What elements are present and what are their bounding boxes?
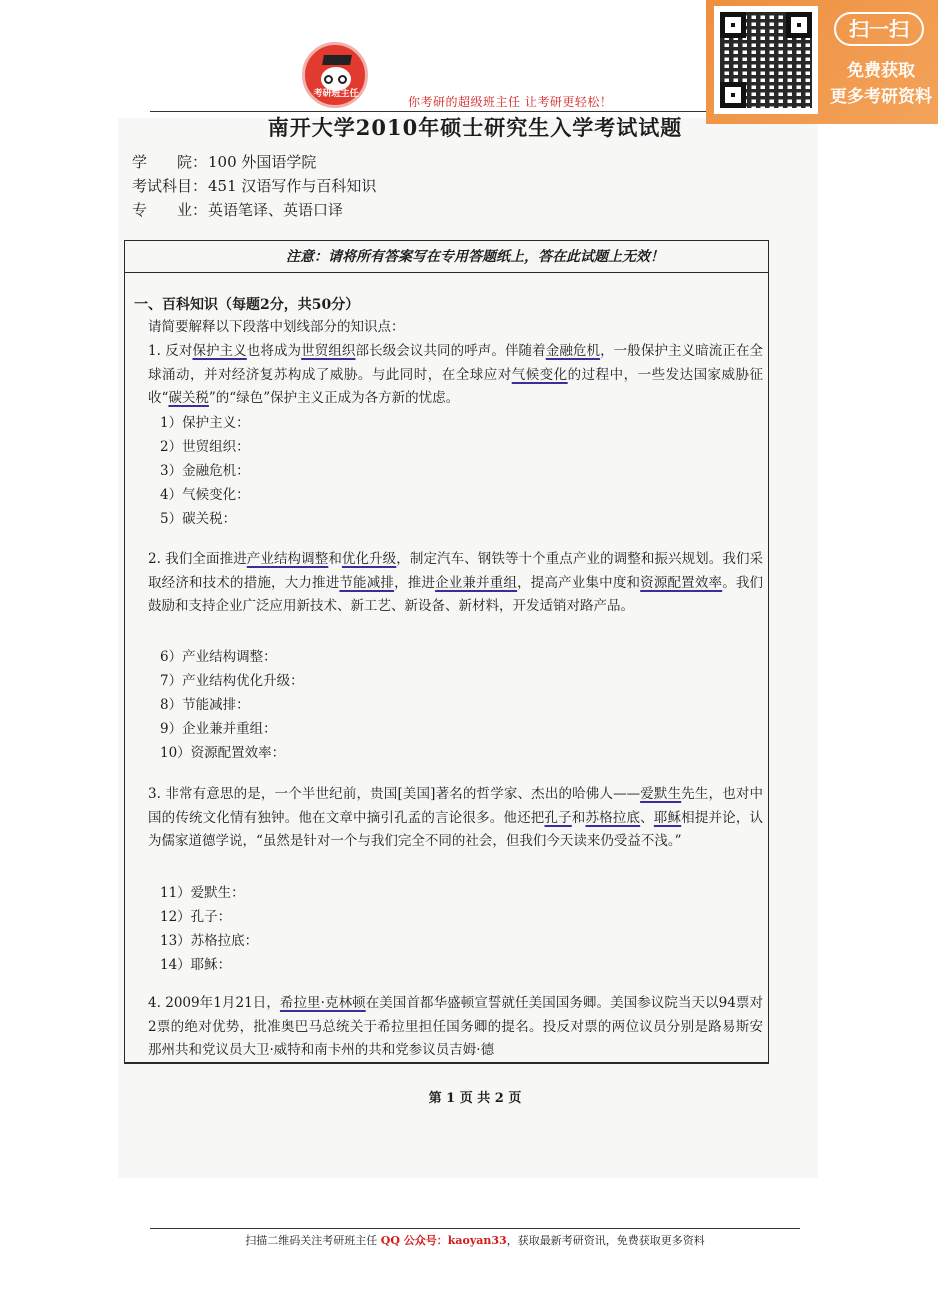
qr-line-1: 免费获取 xyxy=(847,61,915,81)
meta-value: 100 外国语学院 xyxy=(208,153,317,171)
question-item: 12）孔子： xyxy=(160,909,232,925)
question-item: 3）金融危机： xyxy=(160,463,250,479)
term-climate-change: 气候变化 xyxy=(511,366,568,383)
qr-promo-panel[interactable] xyxy=(706,0,938,124)
footer-qq-highlight: QQ 公众号：kaoyan33 xyxy=(380,1234,507,1247)
slogan: 你考研的超级班主任 让考研更轻松！ xyxy=(408,95,613,109)
footer-divider xyxy=(150,1228,800,1229)
question-item: 7）产业结构优化升级： xyxy=(160,673,304,689)
logo-text: 考研班主任 xyxy=(313,89,359,99)
term-merger: 企业兼并重组 xyxy=(435,574,518,591)
question-item: 4）气候变化： xyxy=(160,487,250,503)
term-industrial-restructuring: 产业结构调整 xyxy=(246,551,329,567)
question-item: 2）世贸组织： xyxy=(160,439,250,455)
term-confucius: 孔子 xyxy=(544,809,572,826)
question-item: 13）苏格拉底： xyxy=(160,933,259,949)
question-item: 5）碳关税： xyxy=(160,511,237,527)
term-carbon-tariff: 碳关税 xyxy=(168,390,209,406)
section-instruction: 请简要解释以下段落中划线部分的知识点： xyxy=(148,319,405,335)
term-wto: 世贸组织 xyxy=(301,343,356,359)
qr-caption: 扫一扫 xyxy=(834,12,924,46)
term-emerson: 爱默生 xyxy=(640,786,682,802)
notice-divider xyxy=(124,272,769,273)
question-1-paragraph: 1. 反对保护主义也将成为世贸组织部长级会议共同的呼声。伴随着金融危机，一般保护主义暗流正在全球涌动，并对经济复苏构成了威胁。与此同时，在全球应对气候变化的过程中，一些发达国家威胁征收“碳关税”的“绿色”保护主义正成为各方新的忧虑。 xyxy=(148,343,764,406)
question-item: 8）节能减排： xyxy=(160,697,250,713)
term-resource-allocation: 资源配置效率 xyxy=(640,574,723,591)
question-item: 6）产业结构调整： xyxy=(160,649,277,665)
question-2-paragraph: 2. 我们全面推进产业结构调整和优化升级，制定汽车、钢铁等十个重点产业的调整和振兴规划。我们采取经济和技术的措施，大力推进节能减排，推进企业兼并重组，提高产业集中度和资源配置效率。我们鼓励和支持企业广泛应用新技术、新工艺、新设备、新材料，开发适销对路产品。 xyxy=(148,551,764,614)
qr-line-2: 更多考研资料 xyxy=(830,87,932,107)
question-item: 10）资源配置效率： xyxy=(160,745,286,761)
meta-college xyxy=(132,151,316,172)
meta-value: 英语笔译、英语口译 xyxy=(208,201,344,219)
term-hillary-clinton: 希拉里·克林顿 xyxy=(279,995,366,1011)
meta-value: 451 汉语写作与百科知识 xyxy=(208,177,377,195)
question-item: 1）保护主义： xyxy=(160,415,250,431)
brand-logo xyxy=(302,42,368,108)
question-item: 14）耶稣： xyxy=(160,957,232,973)
question-item: 11）爱默生： xyxy=(160,885,245,901)
meta-subject xyxy=(132,175,376,196)
qr-code-icon[interactable] xyxy=(714,6,818,114)
meta-major xyxy=(132,199,343,220)
term-jesus: 耶稣 xyxy=(653,809,682,826)
page-number: 第 1 页 共 2 页 xyxy=(428,1091,522,1106)
term-socrates: 苏格拉底 xyxy=(585,809,641,826)
exam-title: 南开大学2010年硕士研究生入学考试试题 xyxy=(267,115,683,140)
question-4-paragraph: 4. 2009年1月21日，希拉里·克林顿在美国首都华盛顿宣誓就任美国国务卿。美国参议院当天以94票对2票的绝对优势，批准奥巴马总统关于希拉里担任国务卿的提名。投反对票的两位议员分别是路易斯安那州共和党议员大卫·威特和南卡州的共和党参议员吉姆·德 xyxy=(148,995,764,1058)
question-item: 9）企业兼并重组： xyxy=(160,721,277,737)
term-upgrading: 优化升级 xyxy=(341,551,397,567)
meta-key: 学 院： xyxy=(132,153,208,171)
term-protectionism: 保护主义 xyxy=(192,343,247,359)
question-3-paragraph: 3. 非常有意思的是，一个半世纪前，贵国[美国]著名的哲学家、杰出的哈佛人——爱默生先生，也对中国的传统文化情有独钟。他在文章中摘引孔孟的言论很多。他还把孔子和苏格拉底、耶稣相提并论，认为儒家道德学说，“虽然是针对一个与我们完全不同的社会，但我们今天读来仍受益不浅。” xyxy=(148,786,764,849)
footer-text: 扫描二维码关注考研班主任 QQ 公众号：kaoyan33，获取最新考研资讯，免费获取更多资料 xyxy=(245,1234,705,1247)
meta-key: 考试科目： xyxy=(132,177,208,195)
meta-key: 专 业： xyxy=(132,201,208,219)
graduation-cap-icon xyxy=(322,55,352,65)
section-heading: 一、百科知识（每题2分，共50分） xyxy=(134,297,360,313)
notice: 注意：请将所有答案写在专用答题纸上，答在此试题上无效！ xyxy=(286,249,664,265)
term-financial-crisis: 金融危机 xyxy=(545,343,601,359)
term-energy-saving: 节能减排 xyxy=(339,574,395,591)
